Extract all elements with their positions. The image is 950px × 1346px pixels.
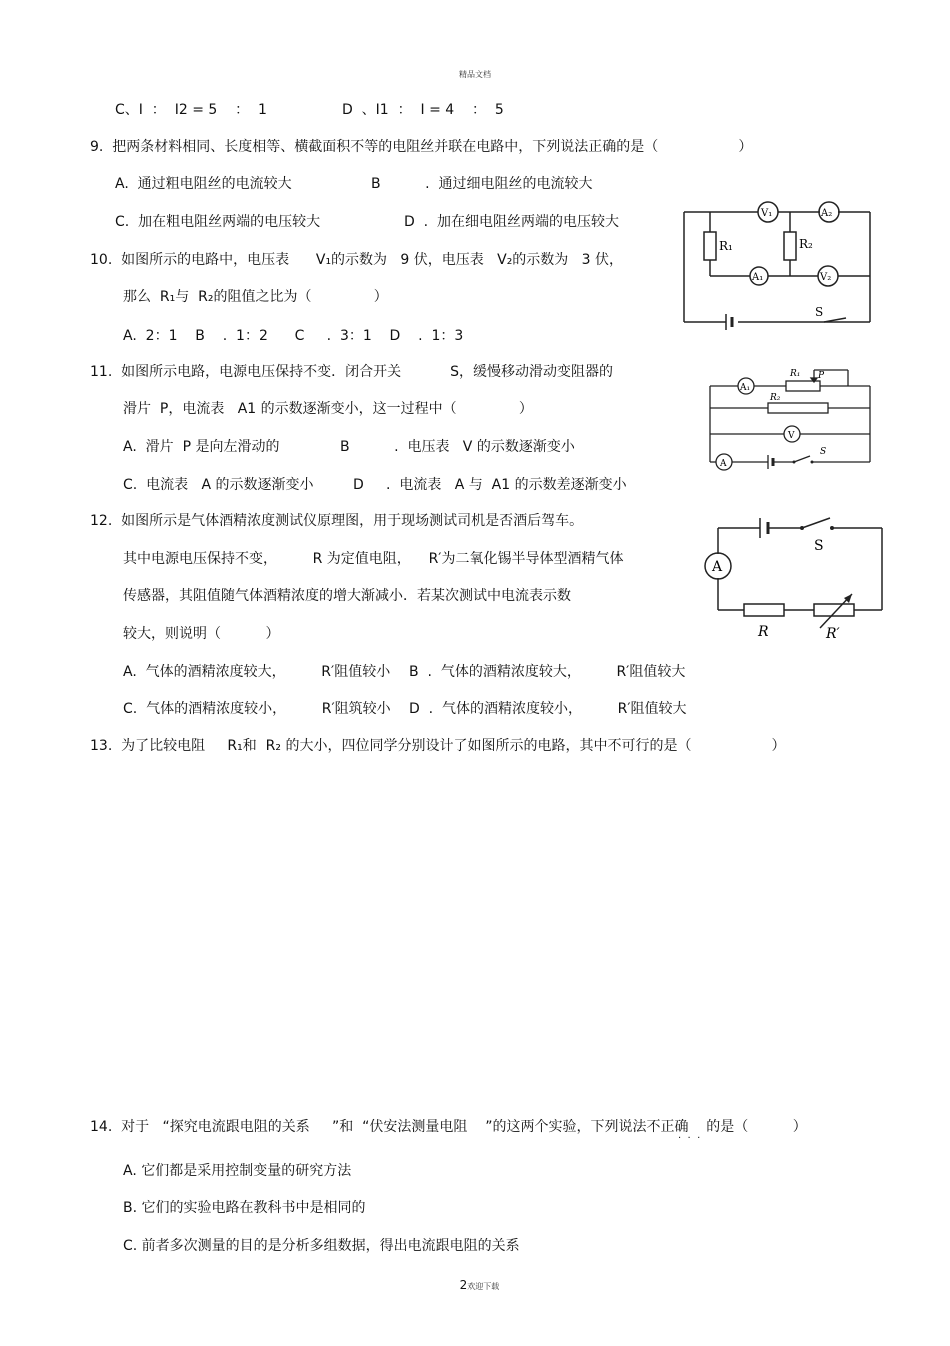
q14-option-c: C. 前者多次测量的目的是分析多组数据，得出电流跟电阻的关系: [123, 1238, 520, 1254]
q12-option-a: A. 气体的酒精浓度较大， R′阻值较小: [123, 664, 391, 680]
page-header: 精品文档: [459, 70, 491, 79]
q12-option-b: B . 气体的酒精浓度较大， R′阻值较大: [409, 664, 686, 680]
q11-a-label: A: [720, 459, 727, 469]
q14-option-b: B. 它们的实验电路在教科书中是相同的: [123, 1200, 366, 1216]
q10-r2-label: R₂: [799, 237, 813, 251]
q11-stem-line1: 11. 如图所示电路，电源电压保持不变．闭合开关 S，缓慢移动滑动变阻器的: [90, 364, 614, 380]
q10-options: A. 2：1 B . 1：2 C . 3：1 D . 1：3: [123, 328, 464, 344]
q12-option-c: C. 气体的酒精浓度较小， R′阻筑较小: [123, 701, 391, 717]
q12-r-label: R: [758, 624, 769, 640]
q8-option-c: C、I ： I2 = 5 ： 1: [115, 102, 267, 118]
q11-circuit-figure: [698, 356, 884, 474]
q11-r1-label: R₁: [790, 369, 801, 379]
q12-s-label: S: [814, 538, 824, 554]
q10-v2-label: V₂: [820, 272, 832, 283]
q10-a2-label: A₂: [821, 208, 833, 219]
q13-stem: 13. 为了比较电阻 R₁和 R₂ 的大小，四位同学分别设计了如图所示的电路，其中不可行的是（ ）: [90, 738, 786, 754]
q12-rprime-label: R′: [826, 626, 840, 642]
q11-s-label: S: [820, 447, 827, 457]
q10-switch-label: S: [815, 305, 824, 319]
q11-option-a: A. 滑片 P 是向左滑动的: [123, 439, 280, 455]
q11-a1-label: A₁: [740, 383, 751, 393]
q8-option-d: D 、I1 ： I = 4 ： 5: [342, 102, 504, 118]
q11-v-label: V: [788, 431, 795, 441]
q10-stem-line2: 那么 R₁与 R₂的阻值之比为（ ）: [123, 289, 388, 305]
footer-text: 欢迎下载: [467, 1282, 500, 1291]
q11-r2-label: R₂: [770, 393, 781, 403]
q10-circuit-figure: [674, 192, 882, 342]
q11-stem-line2: 滑片 P，电流表 A1 的示数逐渐变小，这一过程中（ ）: [123, 401, 533, 417]
q10-stem-line1: 10. 如图所示的电路中，电压表 V₁的示数为 9 伏，电压表 V₂的示数为 3 伏，: [90, 252, 624, 268]
q9-option-b: B . 通过细电阻丝的电流较大: [371, 176, 593, 192]
q11-option-b: B . 电压表 V 的示数逐渐变小: [340, 439, 575, 455]
q10-v1-label: V₁: [761, 208, 773, 219]
q14-option-a: A. 它们都是采用控制变量的研究方法: [123, 1163, 352, 1179]
page-number-value: 2: [459, 1278, 468, 1292]
q12-option-d: D . 气体的酒精浓度较小， R′阻值较大: [409, 701, 687, 717]
q10-a1-label: A₁: [752, 272, 764, 283]
page-number: [452, 1258, 499, 1296]
q9-option-c: C. 加在粗电阻丝两端的电压较大: [115, 214, 321, 230]
q12-stem-line2: 其中电源电压保持不变， R 为定值电阻， R′为二氧化锡半导体型酒精气体: [123, 551, 624, 567]
q10-r1-label: R₁: [719, 239, 733, 253]
q10-circuit-svg: [674, 192, 882, 342]
q12-circuit-svg: [698, 506, 888, 646]
q11-circuit-svg: [698, 356, 884, 474]
q12-stem-line3: 传感器，其阻值随气体酒精浓度的增大渐减小．若某次测试中电流表示数: [123, 588, 571, 604]
q11-p-label: P: [818, 371, 825, 381]
q9-option-d: D . 加在细电阻丝两端的电压较大: [404, 214, 620, 230]
q11-option-c: C. 电流表 A 的示数逐渐变小: [123, 477, 314, 493]
q9-option-a: A. 通过粗电阻丝的电流较大: [115, 176, 292, 192]
q12-circuit-figure: [698, 506, 888, 646]
q14-emphasis-dots: · · ·: [678, 1133, 701, 1144]
q14-stem: 14. 对于 “探究电流跟电阻的关系 ”和 “伏安法测量电阻 ”的这两个实验，下列说法不正确 的是（ ）: [90, 1119, 807, 1135]
q12-a-label: A: [712, 559, 723, 575]
q12-stem-line4: 较大，则说明（ ）: [123, 626, 280, 642]
q12-stem-line1: 12. 如图所示是气体酒精浓度测试仪原理图，用于现场测试司机是否酒后驾车。: [90, 513, 584, 529]
q11-option-d: D . 电流表 A 与 A1 的示数差逐渐变小: [353, 477, 627, 493]
q9-stem: 9. 把两条材料相同、长度相等、横截面积不等的电阻丝并联在电路中，下列说法正确的是（ ）: [90, 139, 753, 155]
